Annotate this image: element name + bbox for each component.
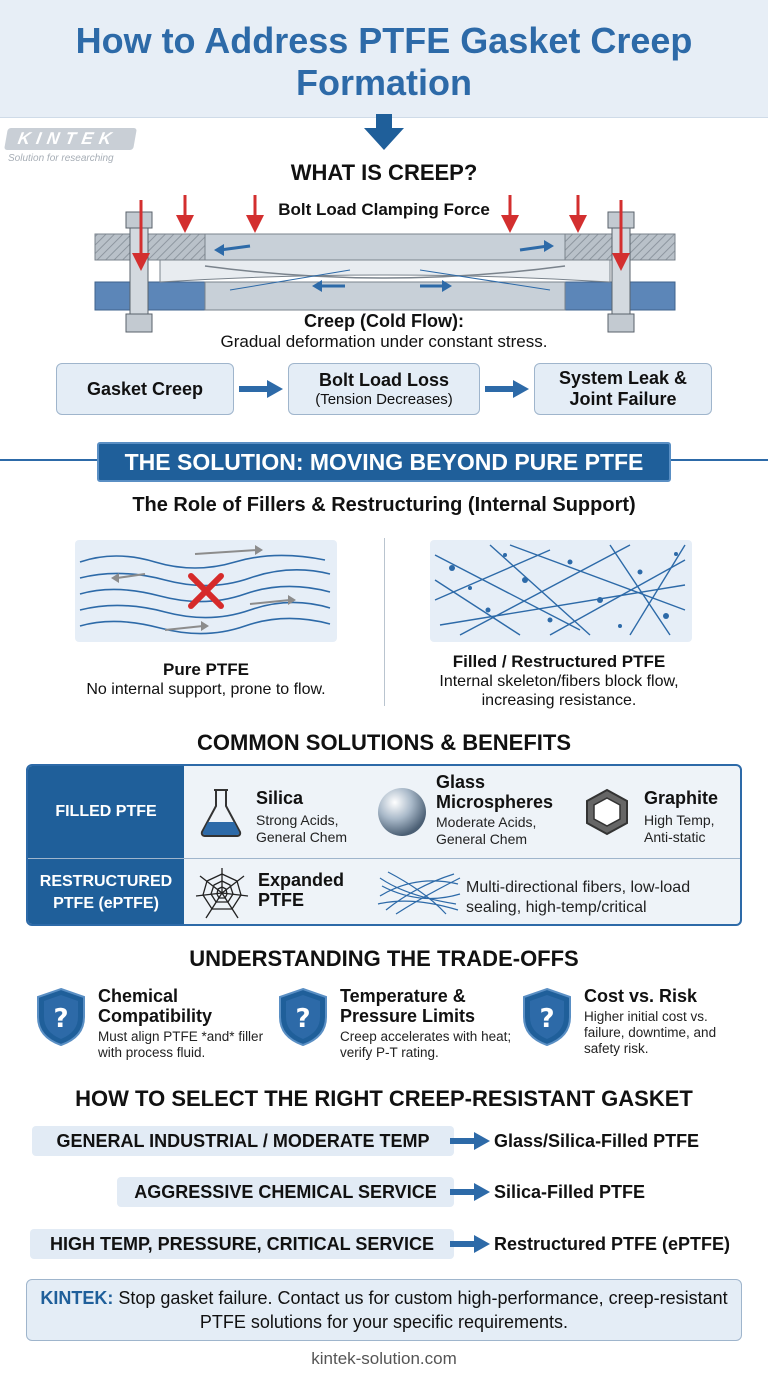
selection-title: HOW TO SELECT THE RIGHT CREEP-RESISTANT GASKET bbox=[75, 1086, 693, 1111]
silica-desc: Strong Acids, General Chem bbox=[256, 812, 348, 845]
expanded-title: Expanded PTFE bbox=[258, 870, 345, 910]
filled-ptfe-desc: Internal skeleton/fibers block flow, increasing resistance. bbox=[439, 673, 679, 709]
expanded-cell bbox=[258, 870, 388, 910]
solution-banner-text: THE SOLUTION: MOVING BEYOND PURE PTFE bbox=[124, 448, 644, 475]
glass-title: Glass Microspheres bbox=[436, 772, 554, 812]
fiber-network-icon bbox=[430, 540, 692, 642]
page-title: How to Address PTFE Gasket Creep Formation bbox=[75, 20, 693, 103]
fillers-subtitle: The Role of Fillers & Restructuring (Internal Support) bbox=[132, 494, 636, 516]
graphite-title: Graphite bbox=[644, 788, 719, 808]
footer-url[interactable]: kintek-solution.com bbox=[311, 1349, 457, 1368]
cta-brand: KINTEK: bbox=[40, 1288, 114, 1308]
tradeoff-temperature bbox=[340, 986, 512, 1061]
wavy-chains-icon bbox=[75, 540, 337, 642]
common-solutions-title: COMMON SOLUTIONS & BENEFITS bbox=[197, 730, 571, 755]
selection-row-chemical bbox=[0, 1177, 768, 1207]
svg-text:?: ? bbox=[53, 1004, 69, 1034]
bolt-load-label: Bolt Load Clamping Force bbox=[278, 200, 490, 219]
spider-web-icon bbox=[194, 866, 250, 920]
arrow-right-icon bbox=[450, 1182, 490, 1202]
flow-step-bolt-load-loss bbox=[288, 363, 480, 415]
tradeoff-desc: Must align PTFE *and* filler with process fluid. bbox=[98, 1029, 264, 1060]
selection-row-critical bbox=[0, 1229, 768, 1259]
arrow-right-icon bbox=[450, 1131, 490, 1151]
filled-ptfe-illustration bbox=[430, 540, 692, 642]
selection-condition: AGGRESSIVE CHEMICAL SERVICE bbox=[117, 1177, 454, 1207]
pure-ptfe-desc: No internal support, prone to flow. bbox=[86, 681, 326, 698]
pure-ptfe-illustration bbox=[75, 540, 337, 642]
selection-result: Silica-Filled PTFE bbox=[494, 1181, 646, 1202]
brand-logo bbox=[6, 128, 171, 164]
hexagon-icon bbox=[583, 788, 631, 836]
solutions-table bbox=[26, 764, 742, 926]
arrow-right-icon bbox=[485, 378, 529, 400]
vertical-divider bbox=[384, 538, 385, 706]
restructured-ptfe-row-label: RESTRUCTURED PTFE (ePTFE) bbox=[28, 859, 184, 926]
fibers-icon bbox=[376, 866, 462, 918]
header-band bbox=[0, 0, 768, 118]
creep-definition-title: Creep (Cold Flow): bbox=[304, 311, 464, 331]
sphere-icon bbox=[376, 786, 428, 838]
flow-step-sub: (Tension Decreases) bbox=[315, 390, 453, 408]
tradeoff-title: Cost vs. Risk bbox=[584, 986, 698, 1006]
brand-logo-text: KINTEK bbox=[4, 128, 137, 150]
filled-ptfe-row-label: FILLED PTFE bbox=[28, 766, 184, 858]
shield-question-icon bbox=[520, 987, 574, 1047]
svg-text:?: ? bbox=[295, 1004, 311, 1034]
selection-condition: HIGH TEMP, PRESSURE, CRITICAL SERVICE bbox=[30, 1229, 454, 1259]
silica-title: Silica bbox=[256, 788, 304, 808]
tradeoffs-title: UNDERSTANDING THE TRADE-OFFS bbox=[189, 946, 579, 971]
tradeoff-desc: Higher initial cost vs. failure, downtime, and safety risk. bbox=[584, 1009, 717, 1056]
flow-step-gasket-creep bbox=[56, 363, 234, 415]
flow-step-label: Bolt Load Loss bbox=[319, 369, 449, 390]
tradeoff-cost bbox=[584, 986, 744, 1057]
flow-step-system-leak bbox=[534, 363, 712, 415]
selection-result: Glass/Silica-Filled PTFE bbox=[494, 1130, 700, 1151]
glass-desc: Moderate Acids, General Chem bbox=[436, 814, 537, 847]
row-separator bbox=[28, 858, 742, 859]
brand-tagline: Solution for researching bbox=[8, 153, 114, 164]
arrow-right-icon bbox=[239, 378, 283, 400]
pure-ptfe-title: Pure PTFE bbox=[163, 660, 249, 679]
silica-cell bbox=[256, 788, 386, 846]
down-arrow-icon bbox=[364, 114, 404, 152]
svg-text:?: ? bbox=[539, 1004, 555, 1034]
tradeoff-desc: Creep accelerates with heat; verify P-T rating. bbox=[340, 1029, 512, 1060]
tradeoff-chemical bbox=[98, 986, 270, 1061]
graphite-cell bbox=[644, 788, 742, 846]
graphite-desc: High Temp, Anti-static bbox=[644, 812, 715, 845]
arrow-right-icon bbox=[450, 1234, 490, 1254]
cta-box bbox=[26, 1279, 742, 1341]
flow-step-label: Gasket Creep bbox=[86, 378, 204, 399]
tradeoff-title: Temperature & Pressure Limits bbox=[340, 986, 476, 1026]
selection-condition: GENERAL INDUSTRIAL / MODERATE TEMP bbox=[32, 1126, 454, 1156]
selection-row-general bbox=[0, 1126, 768, 1156]
creep-definition-text: Gradual deformation under constant stress. bbox=[220, 332, 548, 351]
glass-cell bbox=[436, 772, 576, 848]
expanded-desc: Multi-directional fibers, low-load sealing, high-temp/critical bbox=[466, 879, 691, 916]
shield-question-icon bbox=[34, 987, 88, 1047]
filled-ptfe-title: Filled / Restructured PTFE bbox=[452, 652, 666, 671]
selection-result: Restructured PTFE (ePTFE) bbox=[494, 1233, 731, 1254]
flask-icon bbox=[198, 788, 244, 838]
creep-section-title: WHAT IS CREEP? bbox=[290, 160, 478, 185]
flow-step-label: System Leak & Joint Failure bbox=[558, 368, 688, 409]
solution-banner bbox=[97, 442, 671, 482]
filled-ptfe-caption bbox=[404, 652, 714, 710]
shield-question-icon bbox=[276, 987, 330, 1047]
tradeoff-title: Chemical Compatibility bbox=[98, 986, 213, 1026]
pure-ptfe-caption bbox=[56, 652, 356, 699]
cta-text: Stop gasket failure. Contact us for custom high-performance, creep-resistant PTFE solutions for your specific requirements. bbox=[118, 1288, 728, 1332]
